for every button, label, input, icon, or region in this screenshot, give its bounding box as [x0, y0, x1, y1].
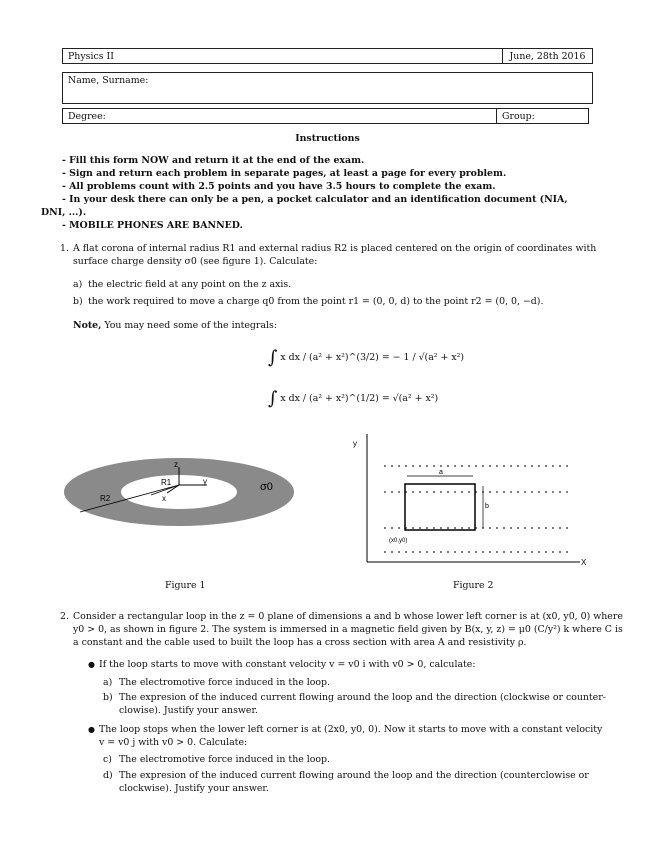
instruction-5: - MOBILE PHONES ARE BANNED. — [62, 220, 243, 231]
field-dot — [447, 491, 449, 493]
fig1-sigma: σ0 — [260, 481, 273, 493]
field-dot — [503, 465, 505, 467]
instructions-title: Instructions — [295, 133, 360, 144]
field-dot — [433, 491, 435, 493]
field-dot — [559, 551, 561, 553]
field-dot — [496, 465, 498, 467]
header-row-degree — [62, 108, 589, 124]
field-dot — [517, 551, 519, 553]
field-dot — [391, 491, 393, 493]
field-dot — [503, 551, 505, 553]
field-dot — [566, 527, 568, 529]
problem2-text-1: Consider a rectangular loop in the z = 0 plane of dimensions a and b whose lower left corner is at (x0, y0, 0) where — [73, 611, 623, 622]
bullet-2-dot: ● — [88, 725, 95, 734]
field-dot — [426, 491, 428, 493]
field-dot — [391, 527, 393, 529]
field-dot — [440, 465, 442, 467]
integral-1-lhs: x dx / (a² + x²)^(3/2) — [280, 352, 379, 363]
fig1-r2: R2 — [100, 494, 111, 503]
integral-1: ∫ x dx / (a² + x²)^(3/2) = − 1 / √(a² + x²) — [268, 347, 465, 368]
field-dot — [566, 551, 568, 553]
problem2-b-label: b) — [103, 692, 113, 703]
problem1-b-text: the work required to move a charge q0 from the point r1 = (0, 0, d) to the point r2 = (0, 0, −d). — [88, 296, 544, 307]
field-dot — [524, 527, 526, 529]
field-dot — [398, 551, 400, 553]
note — [73, 320, 277, 331]
field-dot — [524, 465, 526, 467]
field-dot — [496, 491, 498, 493]
figure-1 — [62, 455, 342, 535]
problem1-text-2: surface charge density σ0 (see figure 1). Calculate: — [73, 256, 318, 267]
field-dot — [545, 491, 547, 493]
bullet-1-dot: ● — [88, 660, 95, 669]
problem1-number: 1. — [60, 243, 69, 254]
field-dot — [419, 551, 421, 553]
field-dot — [398, 465, 400, 467]
field-dot — [559, 491, 561, 493]
problem1-a-label: a) — [73, 279, 83, 290]
problem2-b-text-2: clowise). Justify your answer. — [119, 705, 258, 716]
field-dot — [405, 551, 407, 553]
instruction-4-cont: DNI, ...). — [41, 207, 87, 218]
field-dot — [447, 527, 449, 529]
field-dot — [538, 551, 540, 553]
note-bold: Note, — [73, 320, 102, 331]
field-dot — [538, 465, 540, 467]
integral-1-rhs: = − 1 / √(a² + x²) — [381, 352, 465, 363]
field-dot — [440, 551, 442, 553]
field-dot — [447, 551, 449, 553]
field-dot — [517, 527, 519, 529]
fig2-b: b — [485, 503, 489, 510]
field-dot — [384, 551, 386, 553]
field-dot — [384, 491, 386, 493]
field-dot — [475, 551, 477, 553]
field-dot — [531, 491, 533, 493]
field-dot — [412, 465, 414, 467]
field-dot — [510, 551, 512, 553]
field-dot — [468, 527, 470, 529]
instruction-4: - In your desk there can only be a pen, a pocket calculator and an identification document (NIA, — [62, 194, 568, 205]
field-dot — [531, 527, 533, 529]
field-dot — [384, 527, 386, 529]
field-dot — [433, 527, 435, 529]
field-dot — [489, 465, 491, 467]
figure-2-caption: Figure 2 — [453, 580, 494, 591]
field-dot — [517, 465, 519, 467]
degree-field[interactable] — [63, 109, 497, 123]
field-dot — [405, 465, 407, 467]
problem2-number: 2. — [60, 611, 69, 622]
field-dot — [524, 551, 526, 553]
field-dot — [531, 465, 533, 467]
field-dot — [510, 527, 512, 529]
problem2-a-text: The electromotive force induced in the loop. — [119, 677, 331, 688]
fig2-a: a — [439, 469, 443, 476]
problem1-text-1: A flat corona of internal radius R1 and external radius R2 is placed centered on the origin of coordinates with — [73, 243, 597, 254]
field-dot — [524, 491, 526, 493]
field-dot — [461, 491, 463, 493]
field-dot — [552, 527, 554, 529]
field-dot — [468, 491, 470, 493]
field-dot — [482, 551, 484, 553]
fig1-y: y — [203, 477, 207, 486]
figure-2 — [345, 432, 595, 572]
field-dot — [426, 551, 428, 553]
field-dot — [517, 491, 519, 493]
problem2-text-3: a constant and the cable used to built the loop has a cross section with area A and resistivity ρ. — [73, 637, 527, 648]
field-dot — [503, 491, 505, 493]
header-row-course — [62, 48, 593, 64]
problem2-d-label: d) — [103, 770, 113, 781]
degree-label: Degree: — [68, 111, 106, 122]
field-dot — [566, 465, 568, 467]
field-dot — [510, 465, 512, 467]
field-dot — [398, 491, 400, 493]
field-dot — [503, 527, 505, 529]
problem2-bullet-2-1: The loop stops when the lower left corner is at (2x0, y0, 0). Now it starts to move with a constant velocity — [99, 724, 603, 735]
integral-2-rhs: = √(a² + x²) — [381, 393, 439, 404]
field-dot — [461, 465, 463, 467]
fig2-y-axis: y — [353, 439, 357, 448]
name-label: Name, Surname: — [68, 75, 149, 86]
field-dot — [552, 465, 554, 467]
course-title: Physics II — [63, 49, 503, 63]
field-dot — [384, 465, 386, 467]
field-dot — [412, 491, 414, 493]
field-dot — [461, 527, 463, 529]
field-dot — [531, 551, 533, 553]
problem2-text-2: y0 > 0, as shown in figure 2. The system is immersed in a magnetic field given by B(x, y, z) = μ0 (C/y²) k where C is — [73, 624, 623, 635]
field-dot — [496, 527, 498, 529]
group-field[interactable] — [497, 109, 588, 123]
field-dot — [454, 491, 456, 493]
field-dot — [433, 465, 435, 467]
field-dot — [545, 551, 547, 553]
problem2-b-text-1: The expresion of the induced current flowing around the loop and the direction (clockwise or counter- — [119, 692, 606, 703]
field-dot — [482, 465, 484, 467]
field-dot — [433, 551, 435, 553]
integral-2: ∫ x dx / (a² + x²)^(1/2) = √(a² + x²) — [268, 388, 439, 409]
field-dot — [489, 491, 491, 493]
field-dot — [496, 551, 498, 553]
field-dot — [552, 551, 554, 553]
field-dot — [559, 527, 561, 529]
field-dot — [419, 527, 421, 529]
field-dot — [440, 527, 442, 529]
field-dot — [489, 551, 491, 553]
field-dot — [538, 527, 540, 529]
name-field[interactable] — [62, 72, 593, 104]
problem2-d-text-1: The expresion of the induced current flowing around the loop and the direction (counterclowise or — [119, 770, 589, 781]
field-dot — [440, 491, 442, 493]
problem1-b-label: b) — [73, 296, 83, 307]
field-dot — [566, 491, 568, 493]
field-dot — [391, 551, 393, 553]
field-dot — [454, 465, 456, 467]
group-label: Group: — [502, 111, 535, 122]
fig1-z: z — [174, 460, 178, 469]
field-dot — [510, 491, 512, 493]
field-dot — [426, 465, 428, 467]
field-dot — [398, 527, 400, 529]
instruction-3: - All problems count with 2.5 points and you have 3.5 hours to complete the exam. — [62, 181, 496, 192]
problem2-bullet-1: If the loop starts to move with constant velocity v = v0 i with v0 > 0, calculate: — [99, 659, 476, 670]
field-dot — [461, 551, 463, 553]
field-dot — [412, 551, 414, 553]
instruction-2: - Sign and return each problem in separate pages, at least a page for every problem. — [62, 168, 507, 179]
field-dot — [447, 465, 449, 467]
field-dot — [489, 527, 491, 529]
field-dot — [454, 527, 456, 529]
fig2-corner: (x0,y0) — [389, 538, 408, 544]
exam-date: June, 28th 2016 — [509, 51, 586, 62]
field-dot — [475, 465, 477, 467]
fig2-x-axis: X — [581, 558, 587, 567]
field-dot — [468, 465, 470, 467]
instruction-1: - Fill this form NOW and return it at the end of the exam. — [62, 155, 365, 166]
problem2-d-text-2: clockwise). Justify your answer. — [119, 783, 269, 794]
fig1-x: x — [162, 494, 166, 503]
problem2-bullet-2-2: v = v0 j with v0 > 0. Calculate: — [99, 737, 248, 748]
field-dot — [391, 465, 393, 467]
field-dot — [468, 551, 470, 553]
note-text: You may need some of the integrals: — [104, 320, 277, 331]
problem2-c-label: c) — [103, 754, 112, 765]
field-dot — [419, 491, 421, 493]
field-dot — [419, 465, 421, 467]
loop-rectangle — [405, 484, 475, 530]
problem2-a-label: a) — [103, 677, 113, 688]
field-dot — [545, 465, 547, 467]
field-dot — [538, 491, 540, 493]
field-dot — [426, 527, 428, 529]
integral-2-lhs: x dx / (a² + x²)^(1/2) — [280, 393, 379, 404]
fig1-r1: R1 — [161, 478, 172, 487]
field-dot — [412, 527, 414, 529]
field-dot — [454, 551, 456, 553]
field-dot — [559, 465, 561, 467]
field-dot — [545, 527, 547, 529]
problem2-c-text: The electromotive force induced in the loop. — [119, 754, 331, 765]
figure-1-caption: Figure 1 — [165, 580, 206, 591]
problem1-a-text: the electric field at any point on the z axis. — [88, 279, 292, 290]
field-dot — [552, 491, 554, 493]
